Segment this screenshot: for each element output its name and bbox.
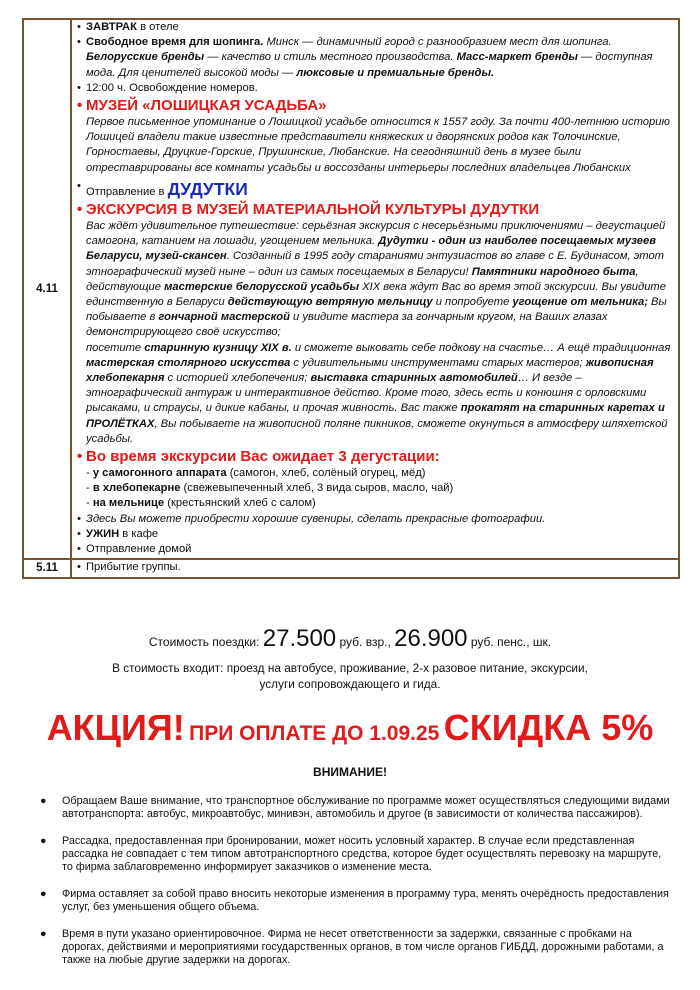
- adult-price: 27.500: [262, 625, 337, 652]
- promo-condition: ПРИ ОПЛАТЕ ДО 1.09.25: [189, 722, 440, 745]
- exc-text: , Вы побываете на живописной поляне пикников, сможете окунуться в атмосферу шляхетской усадьбы.: [86, 417, 668, 445]
- day-program: [72, 20, 678, 558]
- schedule-row-day2: [24, 558, 678, 576]
- price-includes: [0, 660, 700, 692]
- pensioner-unit: руб. пенс., шк.: [467, 635, 552, 649]
- shopping-text-3: — доступная мода. Для ценителей высокой моды —: [86, 51, 653, 79]
- price-label: Стоимость поездки:: [148, 635, 263, 649]
- exc-bold: прокатят на старинных каретах и ПРОЛЁТКАХ: [86, 402, 665, 430]
- exc-text: с удивительными инструментами старых мастеров;: [290, 356, 586, 369]
- day-program: [72, 560, 678, 576]
- exc-text: XIX века ждут Вас во время этой экскурсии. Вы увидите единственную в Беларуси: [86, 280, 666, 309]
- shopping-text-1: Минск — динамичный город с разнообразием мест для шопинга.: [263, 36, 612, 49]
- dinner-text: в кафе: [119, 527, 159, 540]
- breakfast-text: в отеле: [136, 21, 179, 33]
- depart-home-item: • Отправление домой: [77, 542, 674, 557]
- tasting-menu: (самогон, хлеб, солёный огурец, мёд): [226, 467, 426, 480]
- excursion-description: [77, 219, 674, 341]
- exc-text: … И везде – этнографический антураж и интерактивное действо. Кроме того, здесь есть и конюшня с орловскими рысаками, и страусы, и дикие кабаны, и прочая живность. Вас также: [86, 372, 647, 415]
- includes-line-2: услуги сопровождающего и гида.: [259, 677, 441, 691]
- shopping-bold-3: люксовые и премиальные бренды.: [296, 66, 495, 79]
- tasting-title: • Во время экскурсии Вас ожидает 3 дегустации:: [77, 447, 674, 466]
- museum-title: • МУЗЕЙ «ЛОШИЦКАЯ УСАДЬБА»: [77, 96, 674, 115]
- exc-text: с историей хлебопечения;: [164, 372, 311, 385]
- promo-banner: [0, 707, 700, 749]
- shopping-title: Свободное время для шопинга.: [86, 36, 264, 49]
- arrival-item: • Прибытие группы.: [77, 560, 674, 575]
- exc-bold: гончарной мастерской: [158, 311, 290, 324]
- breakfast-item: [77, 20, 674, 35]
- adult-unit: руб. взр.,: [336, 635, 395, 649]
- exc-text: посетите: [86, 341, 145, 354]
- tasting-item: - в хлебопекарне (свежевыпеченный хлеб, 3 вида сыров, масло, чай): [86, 482, 454, 495]
- note-item: [40, 835, 670, 874]
- tasting-menu: (свежевыпеченный хлеб, 3 вида сыров, масло, чай): [180, 482, 454, 495]
- exc-bold: угощение от мельника;: [512, 296, 648, 309]
- tasting-item: - у самогонного аппарата (самогон, хлеб, солёный огурец, мёд): [86, 467, 426, 480]
- note-item: [40, 888, 670, 914]
- note-text: Обращаем Ваше внимание, что транспортное обслуживание по программе может осуществляться следующими видами автотранспорта: автобус, микроавтобус, минивэн, автомобиль и другое (в зависимости от количества пассажиров).: [62, 795, 670, 820]
- note-text: Рассадка, предоставленная при бронировании, может носить условный характер. В случае если представленная рассадка не совпадает с тем типом автотранспортного средства, которое будет осуществлять перевозку на маршруте, то фирма заблаговременно информирует заказчиков о изменение места.: [62, 835, 662, 873]
- shopping-bold-1: Белорусские бренды: [86, 51, 205, 64]
- attention-title: ВНИМАНИЕ!: [313, 765, 387, 779]
- checkout-item: • 12:00 ч. Освобождение номеров.: [77, 81, 674, 96]
- exc-bold: живописная хлебопекарня: [86, 356, 654, 385]
- schedule-row-day1: [24, 20, 678, 558]
- includes-line-1: В стоимость входит: проезд на автобусе, проживание, 2-х разовое питание, экскурсии,: [112, 661, 588, 675]
- dinner-item: [77, 527, 674, 542]
- tasting-place: на мельнице: [92, 497, 165, 510]
- museum-description: Первое письменное упоминание о Лошицкой усадьбе относится к 1557 году. За почти 400-летнюю историю Лошицей владели такие известные представители княжеских и дворянских родов как Толочинские, Горностаевы, Друцкие-Горские, Прушинские, Любанские. На сегодняшний день в музее были отреставрированы все комнаты усадьбы и воссозданы интерьеры последних владельцев Любанских: [86, 116, 670, 174]
- exc-text: и увидите мастера за гончарным кругом, на Ваших глазах демонстрирующего своё искусство;: [86, 311, 608, 339]
- price-line: [0, 625, 700, 653]
- tasting-list: [77, 466, 674, 512]
- pensioner-price: 26.900: [394, 625, 468, 652]
- exc-bold: старинную кузницу XIX в.: [144, 341, 292, 354]
- bullet-icon: ●: [40, 888, 47, 900]
- note-text: Время в пути указано ориентировочное. Фирма не несет ответственности за задержки, связанные с пробками на дорогах, действиями и мероприятиями государственных органов, в том числе органов ГИБДД, дорожными работами, а также на любые другие задержки на дорогах.: [62, 928, 664, 966]
- tasting-place: в хлебопекарне: [92, 482, 181, 495]
- exc-bold: выставка старинных автомобилей: [310, 372, 518, 385]
- exc-text: , действующие: [86, 265, 639, 293]
- breakfast-bold: ЗАВТРАК: [86, 21, 137, 33]
- promo-discount: СКИДКА 5%: [443, 707, 654, 748]
- note-item: [40, 795, 670, 821]
- bullet-icon: ●: [40, 795, 47, 807]
- exc-bold: мастерские белорусской усадьбы: [164, 280, 360, 293]
- tasting-menu: (крестьянский хлеб с салом): [164, 497, 316, 510]
- exc-bold: Памятники народного быта: [471, 265, 636, 278]
- exc-bold: мастерская столярного искусства: [86, 356, 291, 369]
- depart-place: ДУДУТКИ: [167, 178, 248, 199]
- exc-text: и сможете выковать себе подкову на счастье… А ещё традиционная: [291, 341, 671, 354]
- dinner-bold: УЖИН: [86, 527, 120, 540]
- excursion-description-2: [77, 341, 674, 447]
- exc-text: . Созданный в 1995 году стараниями энтузиастов во главе с Е. Будинасом, этот этнографический музей ныне – один из самых посещаемых в Беларуси!: [86, 250, 664, 278]
- shopping-bold-2: Масс-маркет бренды: [456, 51, 578, 64]
- exc-bold: действующую ветряную мельницу: [227, 296, 433, 309]
- bullet-icon: ●: [40, 835, 47, 847]
- exc-text: Вас ждёт удивительное путешествие: серьёзная экскурсия с несерьёзными приключениями – дегустацией самогона, катанием на лошади, угощением мельника.: [86, 220, 666, 248]
- exc-bold: Дудутки - один из наиболее посещаемых музеев Беларуси, музей-скансен: [86, 235, 656, 263]
- notes-list: [40, 795, 670, 981]
- schedule-table: [22, 18, 680, 579]
- depart-prefix: Отправление в: [86, 185, 168, 198]
- day-date: 5.11: [24, 560, 72, 576]
- souvenirs-item: • Здесь Вы можете приобрести хорошие сувениры, сделать прекрасные фотографии.: [77, 512, 674, 527]
- day-date: 4.11: [24, 20, 72, 558]
- promo-title: АКЦИЯ!: [46, 707, 185, 748]
- note-item: [40, 928, 670, 967]
- tasting-item: - на мельнице (крестьянский хлеб с салом): [86, 497, 316, 510]
- shopping-text-2: — качество и стиль местного производства.: [204, 51, 457, 64]
- note-text: Фирма оставляет за собой право вносить некоторые изменения в программу тура, менять очерёдность предоставления услуг, без уменьшения общего объема.: [62, 888, 669, 913]
- tasting-place: у самогонного аппарата: [92, 467, 227, 480]
- exc-text: Вы побываете в: [86, 296, 667, 324]
- exc-text: и попробуете: [432, 296, 513, 309]
- shopping-item: [77, 35, 674, 81]
- excursion-title: • ЭКСКУРСИЯ В МУЗЕЙ МАТЕРИАЛЬНОЙ КУЛЬТУРЫ ДУДУТКИ: [77, 200, 674, 219]
- depart-item: [77, 179, 674, 200]
- bullet-icon: ●: [40, 928, 47, 940]
